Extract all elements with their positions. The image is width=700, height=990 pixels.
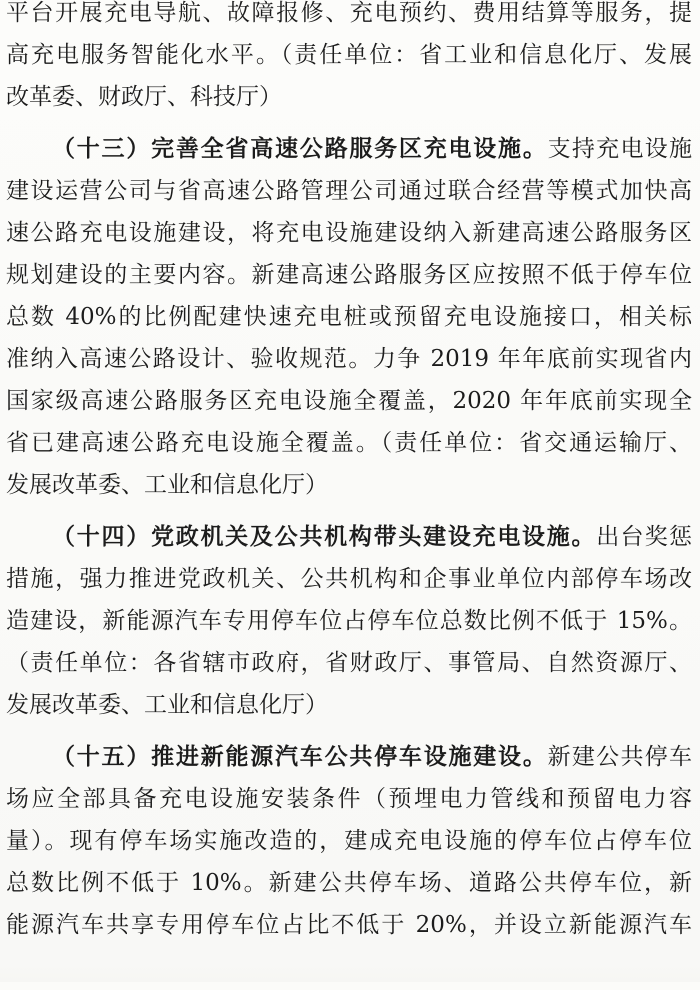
section-first-line	[6, 516, 692, 558]
section-14-heading: （十四）党政机关及公共机构带头建设充电设施。	[52, 524, 597, 550]
text-line: 规划建设的主要内容。新建高速公路服务区应按照不低于停车位	[6, 262, 692, 288]
text-line: 总数比例不低于 10%。新建公共停车场、道路公共停车位，新	[6, 870, 692, 896]
intro-paragraph	[6, 0, 692, 118]
section-first-line	[6, 736, 692, 778]
text-line: 发展改革委、工业和信息化厅）	[6, 472, 328, 498]
section-15-heading: （十五）推进新能源汽车公共停车设施建设。	[52, 744, 548, 770]
text-fragment: 支持充电设施	[547, 136, 692, 162]
text-fragment: 新建公共停车	[547, 744, 692, 770]
section-14-paragraph	[6, 516, 692, 726]
text-line: 造建设，新能源汽车专用停车位占停车位总数比例不低于 15%。	[6, 608, 692, 634]
text-line: 建设运营公司与省高速公路管理公司通过联合经营等模式加快高	[6, 178, 692, 204]
text-line: 准纳入高速公路设计、验收规范。力争 2019 年年底前实现省内	[6, 346, 692, 372]
page-shadow	[0, 962, 700, 982]
section-13-paragraph	[6, 128, 692, 506]
text-fragment: 出台奖惩	[596, 524, 692, 550]
text-line: 量）。现有停车场实施改造的，建成充电设施的停车位占停车位	[6, 828, 692, 854]
text-line: 发展改革委、工业和信息化厅）	[6, 692, 328, 718]
text-line: 国家级高速公路服务区充电设施全覆盖，2020 年年底前实现全	[6, 388, 692, 414]
text-line: 总数 40%的比例配建快速充电桩或预留充电设施接口，相关标	[6, 304, 692, 330]
text-line: 改革委、财政厅、科技厅）	[6, 84, 282, 110]
section-first-line	[6, 128, 692, 170]
text-line: 能源汽车共享专用停车位占比不低于 20%，并设立新能源汽车	[6, 912, 692, 938]
text-line: 平台开展充电导航、故障报修、充电预约、费用结算等服务，提	[6, 0, 692, 26]
text-line: 省已建高速公路充电设施全覆盖。（责任单位：省交通运输厅、	[6, 430, 692, 456]
text-line: 高充电服务智能化水平。（责任单位：省工业和信息化厅、发展	[6, 42, 692, 68]
text-line: 措施，强力推进党政机关、公共机构和企事业单位内部停车场改	[6, 566, 692, 592]
text-line: （责任单位：各省辖市政府，省财政厅、事管局、自然资源厅、	[6, 650, 692, 676]
section-15-paragraph	[6, 736, 692, 946]
text-line: 速公路充电设施建设，将充电设施建设纳入新建高速公路服务区	[6, 220, 692, 246]
text-line: 场应全部具备充电设施安装条件（预埋电力管线和预留电力容	[6, 786, 692, 812]
section-13-heading: （十三）完善全省高速公路服务区充电设施。	[52, 136, 548, 162]
